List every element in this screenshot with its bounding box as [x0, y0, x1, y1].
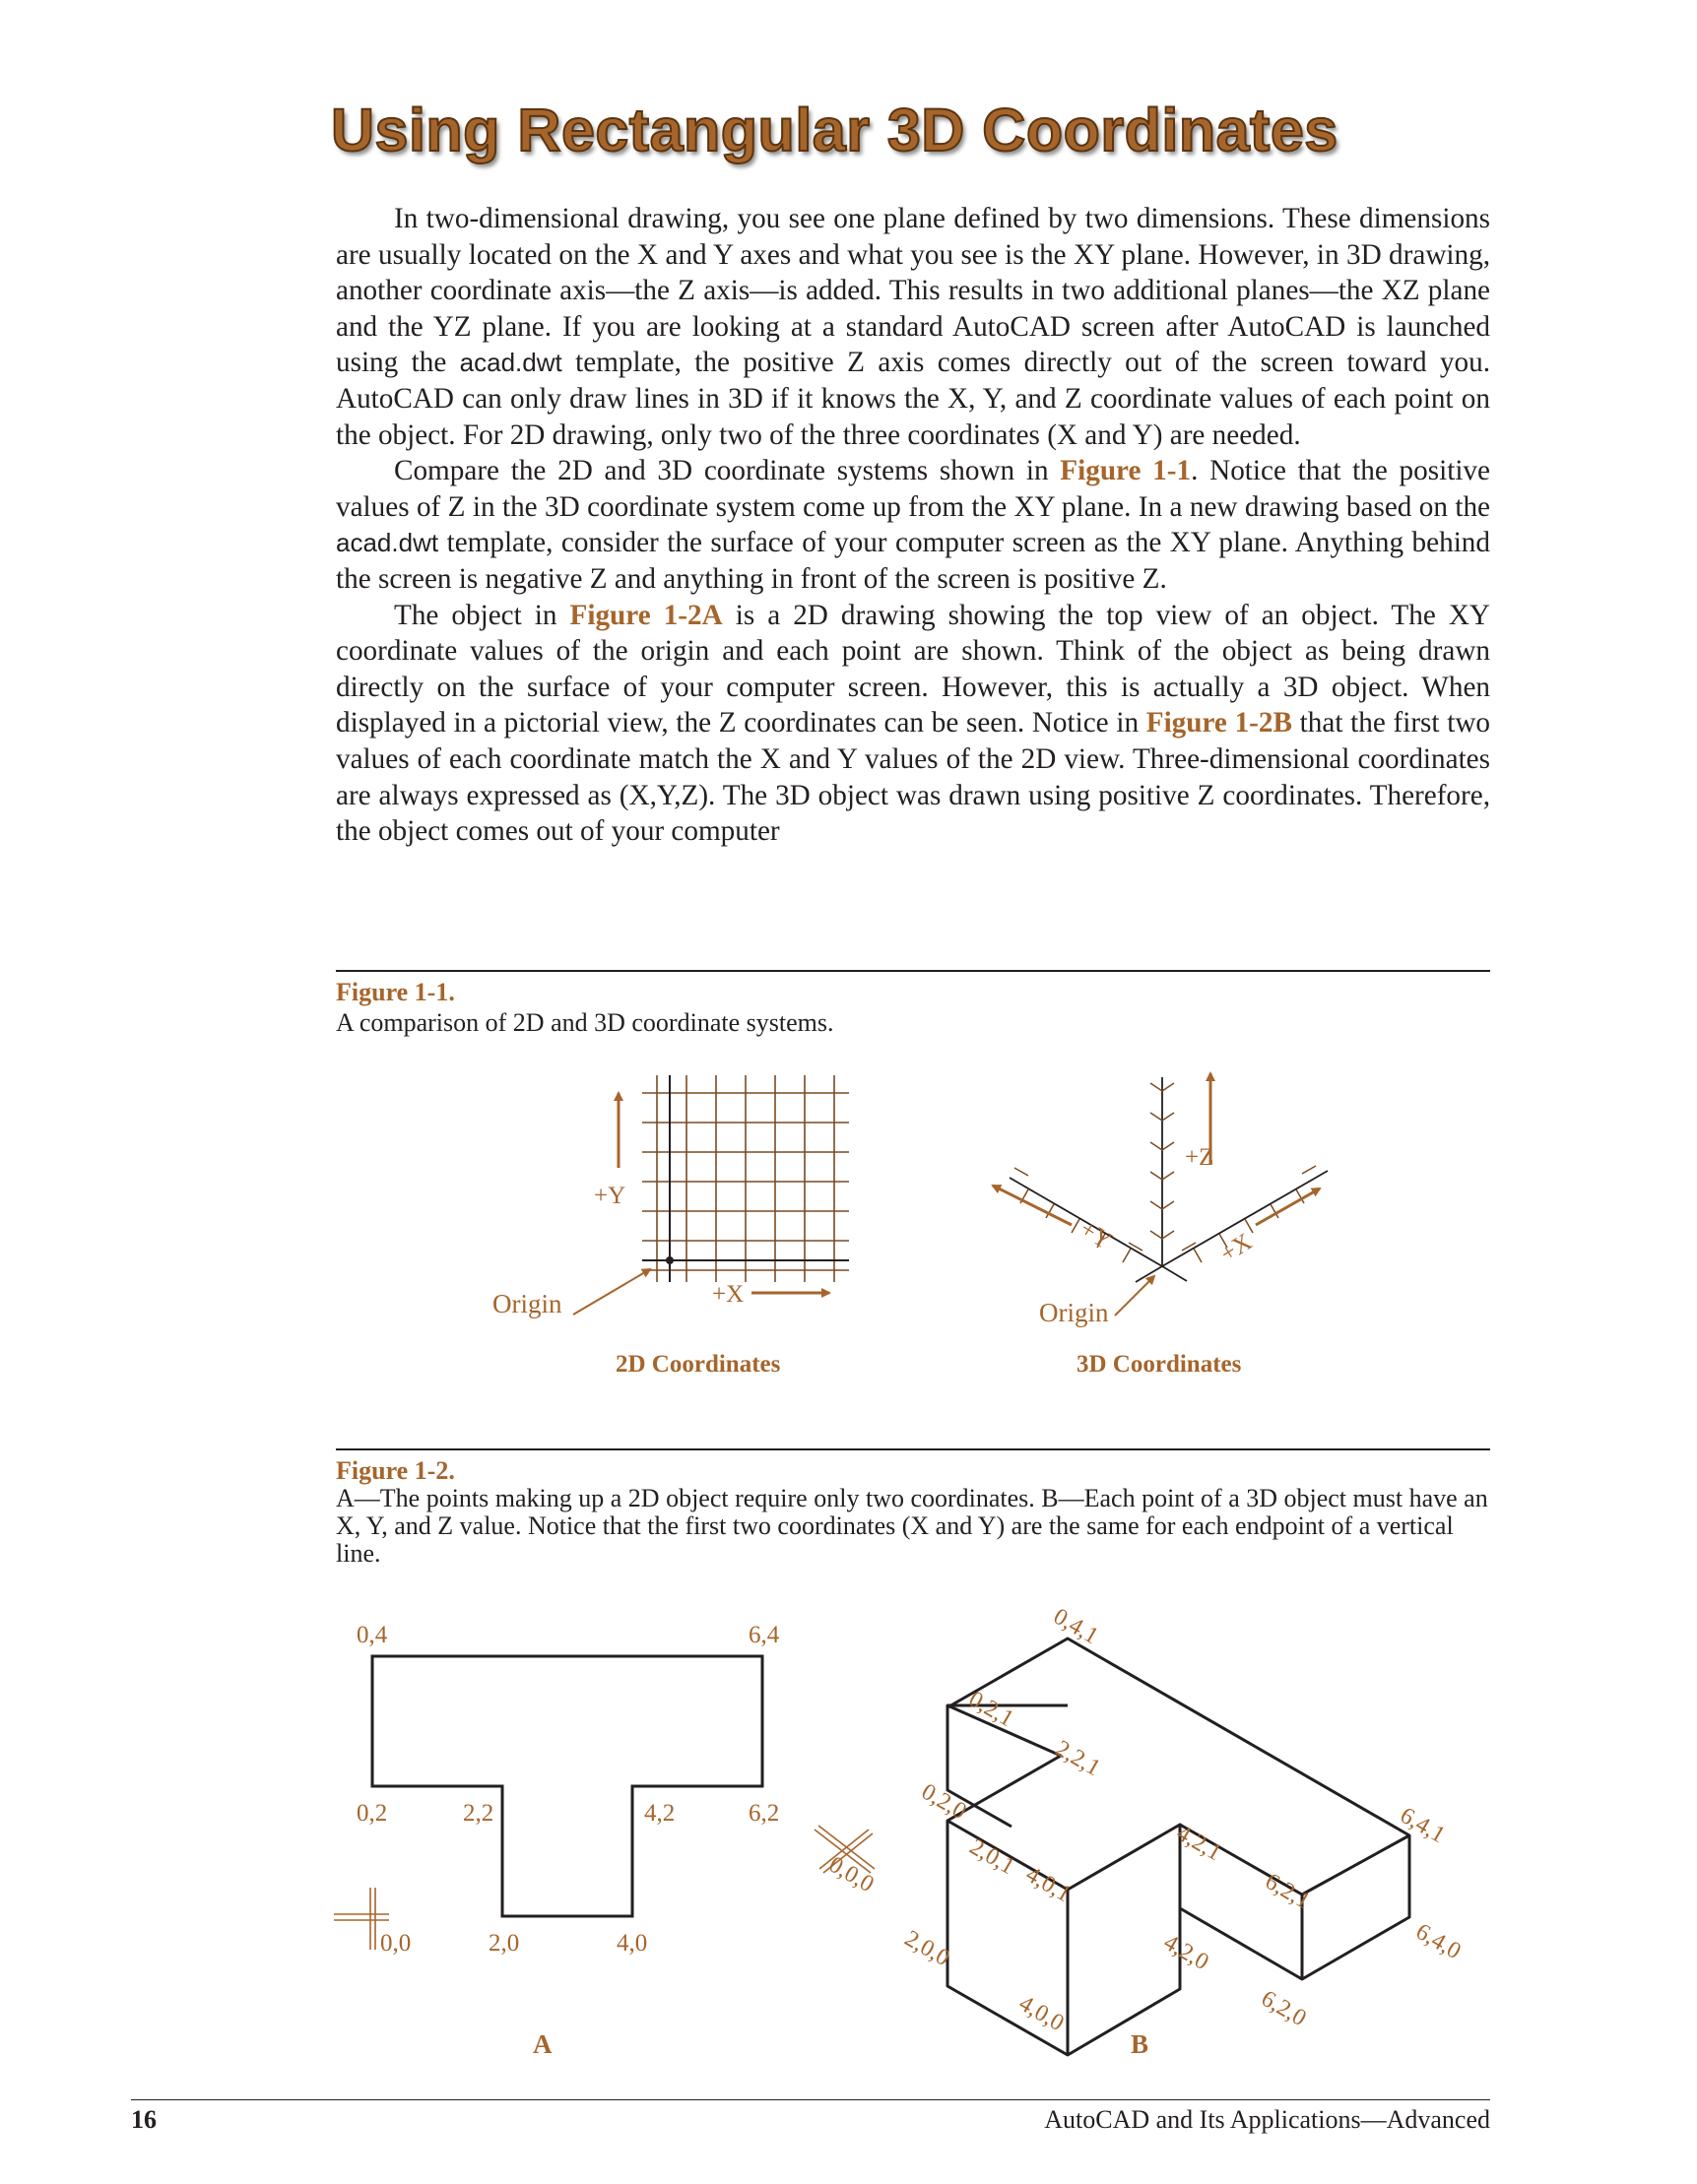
- figure-1-1-reference[interactable]: Figure 1-1: [1060, 455, 1192, 487]
- 3d-y-label: +Y: [1075, 1215, 1117, 1255]
- p3-text-c: that the first two values of each coordinate match the X and Y values of the 2D view. Three-dimensional coordinates are always expressed as (X,Y,Z). The 3D object was drawn using positive Z coordinates. Therefore, the object comes out of your computer: [336, 707, 1490, 848]
- p2-text-a: Compare the 2D and 3D coordinate systems shown in: [394, 455, 1061, 487]
- point-label-b: 4,0,1: [1021, 1861, 1076, 1908]
- point-label-b: 6,2,1: [1261, 1868, 1315, 1915]
- footer-rule: [131, 2099, 1490, 2100]
- point-label-a: 2,0: [489, 1930, 520, 1957]
- p1-text-a: In two-dimensional drawing, you see one plane defined by two dimensions. These dimensions are usually located on the X and Y axes and what you see is the XY plane. However, in 3D drawing, another coordinate axis—the Z axis—is added. This results in two additional planes—the XZ plane and the YZ plane. If you are looking at a standard AutoCAD screen after AutoCAD is launched using the: [336, 203, 1490, 379]
- point-label-b: 4,2,1: [1172, 1820, 1226, 1867]
- subfigure-a-letter: A: [533, 2029, 553, 2059]
- point-label-a: 0,2: [357, 1800, 388, 1827]
- point-label-b: 6,2,0: [1257, 1985, 1311, 2032]
- p1-text-b: template, the positive Z axis comes directly out of the screen toward you. AutoCAD can only draw lines in 3D if it knows the X, Y, and Z coordinate values of each point on the object. For 2D drawing, only two of the three coordinates (X and Y) are needed.: [336, 347, 1490, 451]
- point-label-b: 2,0,1: [965, 1833, 1019, 1881]
- figure-1-1-caption: A comparison of 2D and 3D coordinate systems.: [336, 1008, 834, 1037]
- point-label-b: 6,4,1: [1396, 1802, 1450, 1849]
- point-label-b: 0,2,0: [917, 1778, 971, 1826]
- point-label-a: 6,4: [749, 1622, 780, 1648]
- point-label-b: 4,0,0: [1014, 1990, 1069, 2037]
- figure-1-2-label: Figure 1-2.: [336, 1456, 455, 1485]
- point-label-b: 4,2,0: [1159, 1929, 1213, 1976]
- figure-1-2-caption: A—The points making up a 2D object require only two coordinates. B—Each point of a 3D object must have an X, Y, and Z value. Notice that the first two coordinates (X and Y) are the same for each endpoint of a vertical line.: [336, 1484, 1488, 1568]
- point-label-b: 0,4,1: [1049, 1603, 1103, 1650]
- p2-text-b: . Notice that the positive values of Z in the 3D coordinate system come up from the XY plane. In a new drawing based on the: [336, 455, 1490, 523]
- point-label-b: 0,2,1: [964, 1686, 1018, 1733]
- subfigure-b-letter: B: [1131, 2029, 1149, 2059]
- point-label-b: 0,0,0: [824, 1851, 879, 1898]
- p2-template-name: acad.dwt: [336, 528, 439, 558]
- point-label-a: 4,0: [617, 1930, 648, 1957]
- page-title: Using Rectangular 3D Coordinates: [331, 96, 1338, 163]
- 2d-origin-label: Origin: [492, 1289, 562, 1318]
- point-label-a: 6,2: [749, 1800, 780, 1827]
- p1-template-name: acad.dwt: [459, 348, 562, 378]
- point-label-b: 2,2,1: [1051, 1735, 1105, 1782]
- figure-1-1-label: Figure 1-1.: [336, 978, 455, 1006]
- point-label-b: 2,0,0: [900, 1925, 954, 1972]
- 3d-coordinates-title: 3D Coordinates: [1077, 1351, 1242, 1378]
- p2-text-c: template, consider the surface of your computer screen as the XY plane. Anything behind the screen is negative Z and anything in front of the screen is positive Z.: [336, 527, 1490, 595]
- point-label-a: 0,4: [357, 1622, 388, 1648]
- 3d-origin-label: Origin: [1039, 1298, 1109, 1327]
- 3d-z-label: +Z: [1185, 1144, 1214, 1171]
- t-shape-outline: [372, 1656, 762, 1916]
- point-label-a: 4,2: [644, 1800, 676, 1827]
- p3-text-b: is a 2D drawing showing the top view of an object. The XY coordinate values of the origin and each point are shown. Think of the object as being drawn directly on the surface of your computer screen. However, this is actually a 3D object. When displayed in a pictorial view, the Z coordinates can be seen. Notice in: [336, 599, 1490, 739]
- 2d-y-label: +Y: [594, 1183, 626, 1209]
- 2d-coordinates-title: 2D Coordinates: [616, 1351, 781, 1378]
- isometric-t-object: [947, 1638, 1409, 2055]
- figure-1-2b-reference[interactable]: Figure 1-2B: [1145, 707, 1292, 739]
- running-head: AutoCAD and Its Applications—Advanced: [1044, 2105, 1490, 2134]
- 2d-x-label: +X: [712, 1281, 745, 1308]
- page-number: 16: [131, 2105, 157, 2134]
- p3-text-a: The object in: [394, 599, 570, 631]
- figure-1-2a-reference[interactable]: Figure 1-2A: [569, 599, 723, 631]
- point-label-a: 0,0: [380, 1930, 412, 1957]
- point-label-b: 6,4,0: [1411, 1918, 1466, 1965]
- 3d-x-label: +X: [1215, 1228, 1258, 1268]
- point-label-a: 2,2: [463, 1800, 494, 1827]
